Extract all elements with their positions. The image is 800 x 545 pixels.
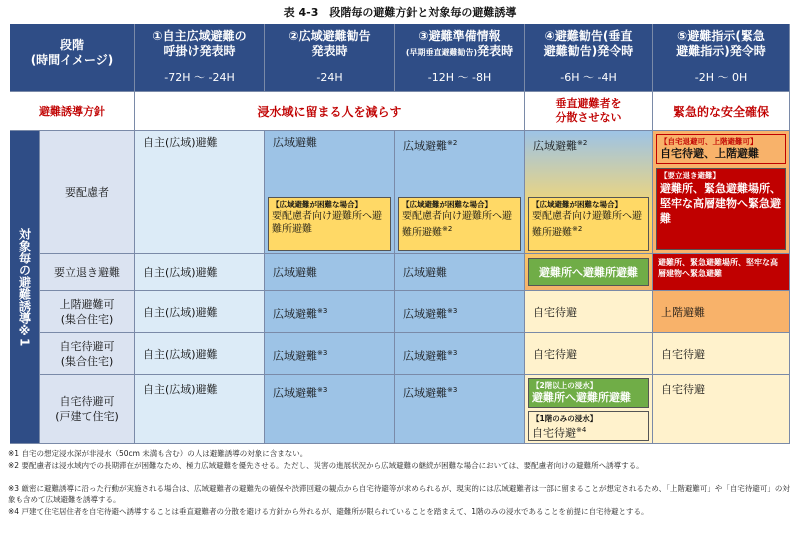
r3-c3 — [395, 291, 525, 333]
r5-c3 — [395, 375, 525, 444]
r1-c4-box-text: 要配慮者向け避難所へ避難所避難 — [532, 211, 642, 239]
r1-c3-box — [398, 197, 521, 251]
col1-label1: ①自主広域避難の — [152, 29, 247, 43]
r4-label2: (集合住宅) — [60, 354, 114, 368]
r2-c4 — [525, 254, 653, 291]
col3-label2-small: (早期垂直避難勧告) — [405, 48, 478, 57]
r1-c4-text: 広域避難 — [533, 139, 577, 153]
evacuation-table — [10, 24, 790, 444]
r5-label2: (戸建て住宅) — [55, 410, 119, 423]
row-label-evacuate: 要立退き避難 — [40, 254, 135, 291]
r1-c3-box-text: 要配慮者向け避難所へ避難所避難 — [402, 211, 512, 239]
r1-c2-box — [268, 197, 391, 251]
r3-c2-text: 広域避難 — [273, 307, 317, 321]
policy-disperse-1: 垂直避難者を — [555, 97, 622, 110]
r4-c2-text: 広域避難 — [273, 349, 317, 363]
side-label: 対象毎の避難誘導※1 — [10, 131, 40, 444]
r5-c4-box-a-title: 【2階以上の浸水】 — [532, 381, 598, 390]
col3-time: -12H 〜 -8H — [427, 71, 492, 84]
r1-c3-text: 広域避難 — [403, 139, 447, 153]
policy-disperse-2: 分散させない — [555, 111, 622, 124]
r5-c3-note: ※3 — [447, 386, 458, 394]
col2-time: -24H — [316, 71, 343, 84]
r1-c5-box-b-text: 避難所、緊急避難場所、堅牢な高層建物へ緊急避難 — [660, 182, 781, 225]
policy-disperse — [525, 92, 653, 131]
col4-label2: 避難勧告)発令時 — [543, 44, 634, 58]
r5-c4-box-a — [528, 378, 649, 408]
r3-label2: (集合住宅) — [60, 312, 114, 326]
r5-c4-box-b-text: 自宅待避 — [532, 426, 576, 440]
note-1: ※1 自宅の想定浸水深が非浸水（50cm 未満も含む）の人は避難誘導の対象に含まない。 — [8, 449, 308, 458]
r2-c3: 広域避難 — [395, 254, 525, 291]
header-col-2 — [265, 24, 395, 92]
policy-label: 避難誘導方針 — [10, 92, 135, 131]
col5-label2: 避難指示)発令時 — [676, 44, 766, 58]
col1-time: -72H 〜 -24H — [164, 71, 235, 84]
r1-c4-box — [528, 197, 649, 251]
r1-c3-note: ※2 — [447, 139, 458, 147]
r3-label1: 上階避難可 — [59, 297, 115, 311]
r4-c3-text: 広域避難 — [403, 349, 447, 363]
note-3: ※3 厳密に避難誘導に沿った行動が実施される場合は、広域避難者の避難先の確保や渋滞回避の観点から自宅待避等が求められるが、現実的には広域避難者は一部に留まることが想定されるため、「上階避難可」や「自宅待避可」の対象も含めて広域避難を誘導する。 — [8, 484, 790, 504]
r5-c5 — [653, 375, 790, 444]
col5-label1: ⑤避難指示(緊急 — [677, 29, 765, 43]
r3-c2 — [265, 291, 395, 333]
r5-c4-box-b-title: 【1階のみの浸水】 — [532, 414, 598, 423]
r4-c3-note: ※3 — [447, 349, 458, 357]
r3-c5: 上階避難 — [653, 291, 790, 333]
r1-c5 — [653, 131, 790, 254]
r5-c4 — [525, 375, 653, 444]
r5-c4-box-b-note: ※4 — [576, 426, 587, 434]
policy-safety: 緊急的な安全確保 — [653, 92, 790, 131]
r4-label1: 自宅待避可 — [59, 339, 115, 353]
row-label-upper-floor — [40, 291, 135, 333]
stage-label: 段階 — [59, 38, 84, 52]
col2-label1: ②広域避難勧告 — [288, 29, 371, 43]
r4-c4: 自宅待避 — [525, 333, 653, 375]
r5-c4-box-a-text: 避難所へ避難所避難 — [532, 391, 631, 404]
r2-c4-box: 避難所へ避難所避難 — [528, 258, 649, 286]
r3-c1: 自主(広域)避難 — [135, 291, 265, 333]
r1-c5-box-a-text: 自宅待避、上階避難 — [660, 147, 759, 160]
r1-c3 — [395, 131, 525, 254]
r1-c2 — [265, 131, 395, 254]
r2-c5: 避難所、緊急避難場所、堅牢な高層建物へ緊急避難 — [653, 254, 790, 291]
r1-c2-text: 広域避難 — [273, 136, 317, 149]
r5-c2-text: 広域避難 — [273, 386, 317, 400]
r3-c2-note: ※3 — [317, 307, 328, 315]
table-title: 表 4-3 段階毎の避難方針と対象毎の避難誘導 — [283, 6, 517, 19]
col4-time: -6H 〜 -4H — [560, 71, 617, 84]
r1-c5-box-b-title: 【要立退き避難】 — [660, 171, 720, 180]
r5-label1: 自宅待避可 — [59, 395, 115, 408]
r2-c1: 自主(広域)避難 — [135, 254, 265, 291]
r1-c2-box-text: 要配慮者向け避難所へ避難所避難 — [272, 211, 382, 235]
r3-c3-note: ※3 — [447, 307, 458, 315]
r5-c4-box-b — [528, 411, 649, 441]
r3-c3-text: 広域避難 — [403, 307, 447, 321]
r4-c1: 自主(広域)避難 — [135, 333, 265, 375]
r5-c3-text: 広域避難 — [403, 386, 447, 400]
header-col-4 — [525, 24, 653, 92]
col3-label1: ③避難準備情報 — [418, 29, 501, 43]
stage-sub: (時間イメージ) — [30, 53, 114, 67]
col4-label1: ④避難勧告(垂直 — [544, 29, 633, 43]
r1-c2-box-title: 【広域避難が困難な場合】 — [272, 200, 362, 209]
r1-c3-box-title: 【広域避難が困難な場合】 — [402, 200, 492, 209]
r1-c4 — [525, 131, 653, 254]
r4-c5: 自宅待避 — [653, 333, 790, 375]
col2-label2: 発表時 — [311, 44, 348, 58]
header-col-3 — [395, 24, 525, 92]
note-4: ※4 戸建て住宅居住者を自宅待避へ誘導することは垂直避難者の分散を避ける方針から外れるが、避難所が限られていることを踏まえて、1階のみの浸水であることを前提に自宅待避とする。 — [8, 507, 649, 516]
row-label-stay-house — [40, 375, 135, 444]
r1-c3-box-note: ※2 — [442, 225, 453, 233]
col3-label2: 発表時 — [477, 44, 514, 58]
r1-c5-box-b — [656, 168, 786, 250]
row-label-caregiver: 要配慮者 — [40, 131, 135, 254]
policy-reduce: 浸水域に留まる人を減らす — [135, 92, 525, 131]
header-col-5 — [653, 24, 790, 92]
r1-c1-text: 自主(広域)避難 — [143, 136, 218, 149]
r4-c2 — [265, 333, 395, 375]
r5-c2-note: ※3 — [317, 386, 328, 394]
r3-c4: 自宅待避 — [525, 291, 653, 333]
header-col-1 — [135, 24, 265, 92]
r1-c4-note: ※2 — [577, 139, 588, 147]
r5-c2 — [265, 375, 395, 444]
header-stage — [10, 24, 135, 92]
r1-c1 — [135, 131, 265, 254]
r5-c1-text: 自主(広域)避難 — [143, 383, 218, 396]
col5-time: -2H 〜 0H — [694, 71, 748, 84]
r1-c4-box-note: ※2 — [572, 225, 583, 233]
r5-c5-text: 自宅待避 — [661, 383, 705, 396]
row-label-stay-apartment — [40, 333, 135, 375]
r1-c4-box-title: 【広域避難が困難な場合】 — [532, 200, 622, 209]
r1-c5-box-a-title: 【自宅退避可、上階避難可】 — [660, 137, 758, 146]
r2-c2: 広域避難 — [265, 254, 395, 291]
col1-label2: 呼掛け発表時 — [163, 44, 236, 58]
r4-c2-note: ※3 — [317, 349, 328, 357]
r1-c5-box-a — [656, 134, 786, 164]
note-2: ※2 要配慮者は浸水域内での長期滞在が困難なため、極力広域避難を優先させる。ただし、災害の進展状況から広域避難の継続が困難な場合においては、要配慮者向けの避難所へ誘導する。 — [8, 461, 644, 470]
r4-c3 — [395, 333, 525, 375]
r5-c1 — [135, 375, 265, 444]
